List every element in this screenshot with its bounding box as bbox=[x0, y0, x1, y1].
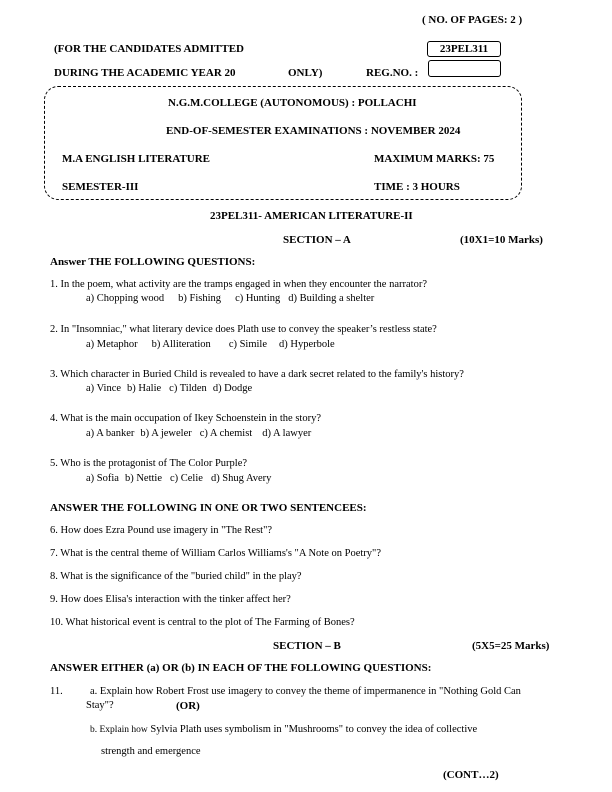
course-code-box bbox=[427, 41, 501, 57]
college-name: N.G.M.COLLEGE (AUTONOMOUS) : POLLACHI bbox=[168, 97, 417, 109]
section-a-marks: (10X1=10 Marks) bbox=[460, 234, 543, 246]
question-4: 4. What is the main occupation of Ikey Schoenstein in the story? bbox=[50, 413, 321, 424]
question-3: 3. Which character in Buried Child is revealed to have a dark secret related to the family's history? bbox=[50, 369, 464, 380]
option-a: a) A banker bbox=[86, 428, 135, 439]
exam-time: TIME : 3 HOURS bbox=[374, 181, 460, 193]
section-b-instruction: ANSWER EITHER (a) OR (b) IN EACH OF THE FOLLOWING QUESTIONS: bbox=[50, 662, 432, 674]
semester: SEMESTER-III bbox=[62, 181, 139, 193]
question-11b-line-1 bbox=[90, 724, 477, 735]
candidates-line-2-only: ONLY) bbox=[288, 67, 323, 79]
question-11b-text: Sylvia Plath uses symbolism in "Mushrooms" to convey the idea of collective bbox=[147, 724, 478, 735]
question-2-options bbox=[86, 339, 349, 350]
option-c: c) Simile bbox=[228, 339, 268, 350]
question-1: 1. In the poem, what activity are the tramps engaged in when they encounter the narrator? bbox=[50, 279, 427, 290]
question-11a-line-1: a. Explain how Robert Frost use imagery to convey the theme of impermanence in "Nothing Gold Can bbox=[90, 686, 521, 697]
option-d: d) A lawyer bbox=[262, 428, 312, 439]
candidates-line-1: (FOR THE CANDIDATES ADMITTED bbox=[54, 43, 244, 55]
question-5-options bbox=[86, 473, 285, 484]
short-answer-instruction: ANSWER THE FOLLOWING IN ONE OR TWO SENTENCEES: bbox=[50, 502, 367, 514]
question-10: 10. What historical event is central to the plot of The Farming of Bones? bbox=[50, 617, 355, 628]
option-d: d) Dodge bbox=[212, 383, 253, 394]
option-a: a) Vince bbox=[86, 383, 122, 394]
exam-name: END-OF-SEMESTER EXAMINATIONS : NOVEMBER 2024 bbox=[166, 125, 461, 137]
page-count: ( NO. OF PAGES: 2 ) bbox=[422, 14, 523, 26]
option-a: a) Metaphor bbox=[86, 339, 138, 350]
option-d: d) Hyperbole bbox=[279, 339, 335, 350]
course-code: 23PEL311 bbox=[439, 43, 489, 55]
option-d: d) Building a shelter bbox=[288, 293, 375, 304]
option-b: b) Fishing bbox=[178, 293, 222, 304]
option-a: a) Sofia bbox=[86, 473, 119, 484]
question-11-number: 11. bbox=[50, 686, 63, 697]
option-c: c) Celie bbox=[169, 473, 203, 484]
question-8: 8. What is the significance of the "buried child" in the play? bbox=[50, 571, 302, 582]
option-d: d) Shug Avery bbox=[210, 473, 272, 484]
question-11a-line-2: Stay"? bbox=[86, 700, 114, 711]
option-b: b) Alliteration bbox=[151, 339, 211, 350]
option-c: c) Hunting bbox=[235, 293, 281, 304]
programme: M.A ENGLISH LITERATURE bbox=[62, 153, 211, 165]
question-5: 5. Who is the protagonist of The Color Purple? bbox=[50, 458, 248, 469]
reg-no-label: REG.NO. : bbox=[366, 67, 419, 79]
option-b: b) Halie bbox=[127, 383, 162, 394]
section-a-instruction: Answer THE FOLLOWING QUESTIONS: bbox=[50, 256, 256, 268]
or-separator: (OR) bbox=[176, 700, 200, 712]
option-c: c) Tilden bbox=[169, 383, 207, 394]
paper-title: 23PEL311- AMERICAN LITERATURE-II bbox=[210, 210, 413, 222]
question-1-options bbox=[86, 293, 388, 304]
question-2: 2. In "Insomniac," what literary device does Plath use to convey the speaker’s restless state? bbox=[50, 324, 437, 335]
section-b-marks: (5X5=25 Marks) bbox=[472, 640, 550, 652]
option-a: a) Chopping wood bbox=[86, 293, 165, 304]
section-b-title: SECTION – B bbox=[273, 640, 341, 652]
option-c: c) A chemist bbox=[199, 428, 253, 439]
option-b: b) Nettie bbox=[124, 473, 162, 484]
option-b: b) A jeweler bbox=[140, 428, 192, 439]
question-11b-line-2: strength and emergence bbox=[101, 746, 201, 757]
section-a-title: SECTION – A bbox=[283, 234, 351, 246]
question-7: 7. What is the central theme of William Carlos Williams's "A Note on Poetry"? bbox=[50, 548, 381, 559]
max-marks: MAXIMUM MARKS: 75 bbox=[374, 153, 495, 165]
reg-no-field[interactable] bbox=[428, 60, 501, 77]
question-6: 6. How does Ezra Pound use imagery in "The Rest"? bbox=[50, 525, 273, 536]
question-11b-prefix: b. Explain how bbox=[90, 725, 148, 735]
question-4-options bbox=[86, 428, 325, 439]
question-9: 9. How does Elisa's interaction with the tinker affect her? bbox=[50, 594, 291, 605]
question-3-options bbox=[86, 383, 266, 394]
candidates-line-2: DURING THE ACADEMIC YEAR 20 bbox=[54, 67, 236, 79]
continued-marker: (CONT…2) bbox=[443, 769, 499, 781]
